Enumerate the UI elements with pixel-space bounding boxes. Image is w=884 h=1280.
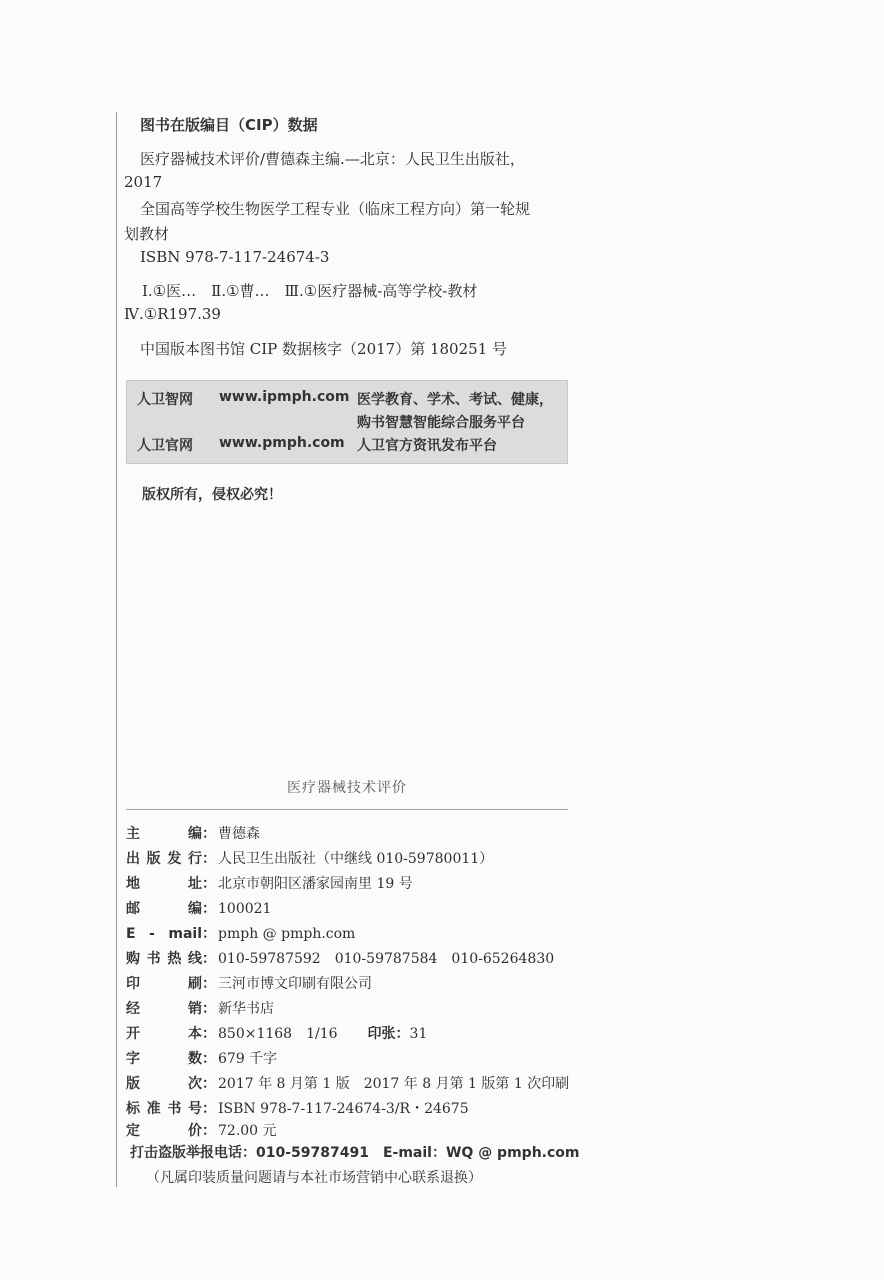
left-margin-rule <box>116 112 117 1187</box>
platform-box <box>126 380 568 464</box>
colophon-label: 购书热线 <box>126 951 202 967</box>
colophon-row-edition: 版 次： 2017 年 8 月第 1 版 2017 年 8 月第 1 版第 1 次印刷 <box>126 1073 569 1093</box>
platform-2-desc: 人卫官方资讯发布平台 <box>357 438 497 454</box>
colophon-divider <box>126 809 568 810</box>
cip-line-1: 医疗器械技术评价/曹德森主编.—北京：人民卫生出版社， <box>140 150 525 168</box>
cip-data-number: 中国版本图书馆 CIP 数据核字（2017）第 180251 号 <box>140 340 508 358</box>
colophon-row-distributor: 经 销： 新华书店 <box>126 998 274 1018</box>
colophon-row-hotline: 购书热线： 010-59787592 010-59787584 010-65264830 <box>126 948 554 968</box>
colophon-row-email: E - mail： pmph @ pmph.com <box>126 926 356 942</box>
platform-1-desc-line2: 购书智慧智能综合服务平台 <box>357 415 525 431</box>
platform-1-desc-line1: 医学教育、学术、考试、健康， <box>357 392 553 408</box>
colophon-row-address: 地 址： 北京市朝阳区潘家园南里 19 号 <box>126 873 413 893</box>
copyright-notice: 版权所有，侵权必究！ <box>142 487 282 503</box>
colophon-label: 出版发行 <box>126 851 202 867</box>
colophon-value: 850×1168 1/16 <box>218 1026 338 1042</box>
colophon-label: 经 销 <box>126 1001 202 1017</box>
colophon-label: 印 刷 <box>126 976 202 992</box>
platform-2-url[interactable]: www.pmph.com <box>219 435 345 451</box>
colophon-label: 开 本 <box>126 1026 202 1042</box>
cip-line-2: 全国高等学校生物医学工程专业（临床工程方向）第一轮规 <box>140 200 531 218</box>
colophon-row-editor: 主 编： 曹德森 <box>126 823 260 843</box>
colophon-row-format: 开 本： 850×1168 1/16 印张：31 <box>126 1023 427 1043</box>
colophon-row-isbn: 标准书号： ISBN 978-7-117-24674-3/R・24675 <box>126 1098 469 1118</box>
cip-isbn: ISBN 978-7-117-24674-3 <box>140 248 330 266</box>
colophon-label: 版 次 <box>126 1076 202 1092</box>
quality-return-note: （凡属印装质量问题请与本社市场营销中心联系退换） <box>146 1170 482 1186</box>
colophon-label: 地 址 <box>126 876 202 892</box>
colophon-book-title: 医疗器械技术评价 <box>287 780 407 796</box>
colophon-label: 定 价 <box>126 1123 202 1139</box>
platform-1-name: 人卫智网 <box>137 392 193 408</box>
colophon-row-price: 定 价： 72.00 元 <box>126 1120 277 1140</box>
platform-1-url[interactable]: www.ipmph.com <box>219 389 350 405</box>
cip-classify-2: Ⅳ.①R197.39 <box>124 305 221 323</box>
cip-line-2b: 划教材 <box>124 225 170 243</box>
colophon-value: 100021 <box>218 901 272 917</box>
colophon-value: 010-59787592 010-59787584 010-65264830 <box>218 951 555 967</box>
colophon-label: 标准书号 <box>126 1101 202 1117</box>
colophon-label: E - mail <box>126 926 202 942</box>
cip-classify-1: Ⅰ.①医… Ⅱ.①曹… Ⅲ.①医疗器械-高等学校-教材 <box>142 282 478 300</box>
cip-line-1b: 2017 <box>124 173 163 191</box>
colophon-row-wordcount: 字 数： 679 千字 <box>126 1048 277 1068</box>
colophon-value: 679 千字 <box>218 1051 278 1067</box>
colophon-label: 主 编 <box>126 826 202 842</box>
colophon-value[interactable]: pmph @ pmph.com <box>218 926 356 942</box>
colophon-value: 北京市朝阳区潘家园南里 19 号 <box>218 876 413 892</box>
colophon-value: 新华书店 <box>218 1001 274 1017</box>
colophon-value: ISBN 978-7-117-24674-3/R・24675 <box>218 1101 469 1117</box>
colophon-value: 2017 年 8 月第 1 版 2017 年 8 月第 1 版第 1 次印刷 <box>218 1076 570 1092</box>
colophon-label: 字 数 <box>126 1051 202 1067</box>
colophon-value: 曹德森 <box>218 826 260 842</box>
colophon-row-printer: 印 刷： 三河市博文印刷有限公司 <box>126 973 372 993</box>
colophon-sheets-label: 印张： <box>367 1026 410 1042</box>
anti-piracy-hotline: 打击盗版举报电话：010-59787491 E-mail：WQ @ pmph.com <box>130 1145 580 1161</box>
cip-title: 图书在版编目（CIP）数据 <box>140 116 318 134</box>
colophon-label: 邮 编 <box>126 901 202 917</box>
colophon-row-publisher: 出版发行： 人民卫生出版社（中继线 010-59780011） <box>126 848 493 868</box>
colophon-value: 三河市博文印刷有限公司 <box>218 976 372 992</box>
colophon-sheets-value: 31 <box>409 1026 428 1042</box>
colophon-value: 人民卫生出版社（中继线 010-59780011） <box>218 851 494 867</box>
colophon-value: 72.00 元 <box>218 1123 277 1139</box>
colophon-row-postcode: 邮 编： 100021 <box>126 898 271 918</box>
platform-2-name: 人卫官网 <box>137 438 193 454</box>
